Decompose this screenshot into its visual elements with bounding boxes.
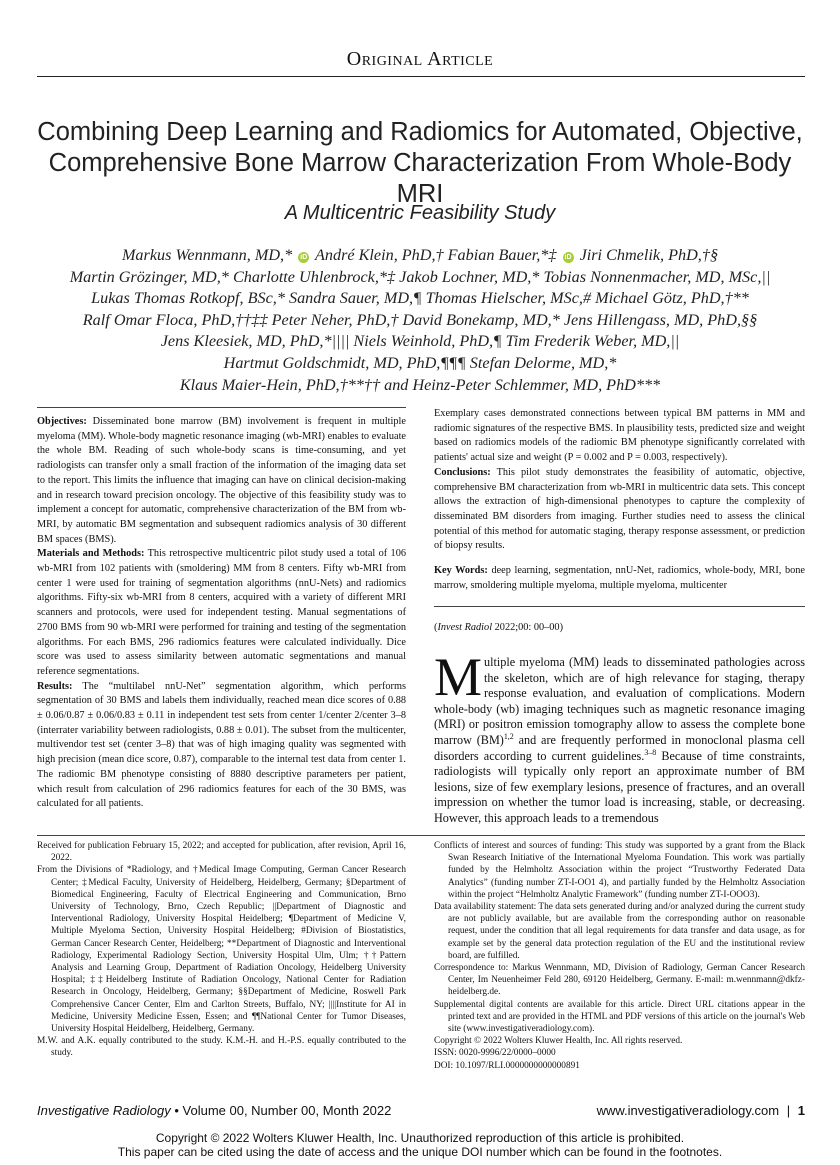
author: André Klein, PhD,†: [315, 246, 444, 264]
article-title: Combining Deep Learning and Radiomics for Automated, Objective, Comprehensive Bone Marrow Characterization From Whole-Body MRI: [37, 118, 803, 208]
section-label: Original Article: [346, 48, 494, 70]
author: Jens Kleesiek, MD, PhD,*||||: [160, 332, 350, 351]
reference[interactable]: 3–8: [644, 747, 657, 757]
issue-info: Volume 00, Number 00, Month 2022: [182, 1103, 392, 1118]
footnotes-left: [37, 840, 406, 1060]
abstract-end-divider: [434, 606, 805, 607]
copyright-note: Copyright © 2022 Wolters Kluwer Health, Inc. All rights reserved.: [434, 1036, 683, 1047]
orcid-icon[interactable]: iD: [564, 254, 572, 261]
article-subtitle: A Multicentric Feasibility Study: [284, 202, 556, 224]
author-list: [20, 245, 820, 396]
correspondence-note[interactable]: Correspondence to: Markus Wennmann, MD, Division of Radiology, German Cancer Research Center, Im Neuenheimer Feld 280, 69120 Heidelberg, Germany. E-mail: m.wennmann@dkfz-heidelberg.de.: [434, 963, 805, 998]
author: Tim Frederik Weber, MD,||: [505, 332, 680, 351]
author: Fabian Bauer,*‡: [447, 246, 557, 264]
footnote-divider: [37, 835, 805, 836]
abstract-right-column: [434, 407, 805, 636]
drop-cap: M: [434, 647, 483, 707]
data-availability-note: Data availability statement: The data sets generated during and/or analyzed during the current study are not publicly available, but are available from the corresponding author on reasonable request, under the condition that all legal requirements for data transfer and data usage, as for example set by the general data protection regulation of the EU and the institutional review board, are fulfilled.: [434, 902, 805, 961]
abstract-divider: [37, 407, 406, 408]
author: Sandra Sauer, MD,¶: [288, 289, 422, 308]
author: Jens Hillengass, MD, PhD,§§: [563, 310, 758, 329]
author: Niels Weinhold, PhD,¶: [353, 332, 502, 351]
orcid-icon[interactable]: iD: [300, 254, 308, 261]
author: Jakob Lochner, MD,*: [399, 267, 540, 286]
author: Ralf Omar Floca, PhD,††‡‡: [82, 310, 268, 329]
supplemental-note: Supplemental digital contents are available for this article. Direct URL citations appear in the printed text and are provided in the HTML and PDF versions of this article on the journal's Web site (www.investigativeradiology.com).: [434, 999, 805, 1035]
conflicts-note: Conflicts of interest and sources of funding: This study was supported by a grant from the Black Swan Research Initiative of the International Myeloma Foundation. This work was partially funded by the Helmholtz Association within the project “Trustworthy Federated Data Analytics” (funding number ZT-I-OO1 4), and partially funded by the Helmholtz Association within the project “Helmholtz Analytic Framework” (funding number ZT-I-OOO3).: [434, 841, 805, 900]
author: Tobias Nonnenmacher, MD, MSc,||: [543, 267, 771, 286]
abstract-left-column: [37, 415, 406, 812]
affiliations-note: From the Divisions of *Radiology, and †Medical Image Computing, German Cancer Research Center; ‡Medical Faculty, University of Heidelberg, Heidelberg, Germany; §Department of Biomedical Engineering, Faculty of Electrical Engineering and Communication, Brno University of Technology, Brno, Czech Republic; ||Department of Diagnostic and Interventional Radiology, University Hospital Heidelberg; ¶Department of Medicine V, Multiple Myeloma Section, University Hospital Heidelberg; #Division of Biostatistics, German Cancer Research Center, Heidelberg; **Department of Diagnostic and Interventional Radiology, Experimental Radiology Section, University Hospital Ulm, Ulm; ††Pattern Analysis and Learning Group, Department of Radiation Oncology, Heidelberg University Hospital; ‡‡Heidelberg Institute of Radiation Oncology, National Center for Radiation Research in Oncology, Heidelberg, Germany; §§Department of Medicine, Roswell Park Comprehensive Cancer Center, Elm and Carlton Streets, Buffalo, NY; ||||Institute for AI in Medicine, University Medicine Essen, Essen; and ¶¶National Center for Tumor Diseases, University Hospital Heidelberg, Heidelberg, Germany.: [37, 865, 406, 1035]
copyright-notice: [0, 1131, 840, 1159]
author: Markus Wennmann, MD,*: [121, 246, 293, 264]
author: and Heinz-Peter Schlemmer, MD, PhD***: [384, 375, 661, 394]
author: Stefan Delorme, MD,*: [469, 353, 617, 372]
footnotes-right: [434, 840, 805, 1072]
author: Lukas Thomas Rotkopf, BSc,*: [91, 289, 285, 308]
journal-website[interactable]: www.investigativeradiology.com: [596, 1103, 780, 1118]
journal-name: Investigative Radiology: [37, 1103, 171, 1118]
running-footer-left: [37, 1103, 391, 1118]
contribution-note: M.W. and A.K. equally contributed to the study. K.M.-H. and H.-P.S. equally contributed to the study.: [37, 1036, 406, 1059]
introduction-text: Multiple myeloma (MM) leads to disseminated pathologies across the skeleton, which are of high relevance for staging, therapy response evaluation, and evaluation of complications. Modern whole-body (wb) imaging techniques such as magnetic resonance imaging (MRI) or positron emission tomography allow to assess the complete bone marrow (BM)$^{1,2}$ and are frequently performed in monoclonal plasma cell disorders according to current guidelines.$^{3-8}$ Because of time constraints, radiologists will typically only report an approximate number of BM lesions, size of few exemplary lesions, presence of fractures, and an overall impression on whether the tumor load is increasing, stable, or decreasing. However, this approach leads to a tremendous: [434, 647, 805, 825]
author: Thomas Hielscher, MSc,#: [425, 289, 592, 308]
citation: (Invest Radiol 2022;00: 00–00): [434, 622, 563, 634]
section-divider: [37, 76, 805, 77]
copyright-line: Copyright © 2022 Wolters Kluwer Health, Inc. Unauthorized reproduction of this article is prohibited.: [155, 1131, 685, 1145]
author: Michael Götz, PhD,†**: [595, 289, 749, 308]
author: Charlotte Uhlenbrock,*‡: [232, 267, 396, 286]
author: Hartmut Goldschmidt, MD, PhD,¶¶¶: [223, 353, 466, 372]
doi-note[interactable]: DOI: 10.1097/RLI.0000000000000891: [434, 1060, 580, 1071]
author: Peter Neher, PhD,†: [271, 310, 399, 329]
abstract-results-continued: Exemplary cases demonstrated connections between typical BM patterns in MM and radiomic signatures of the respective BMS. In plausibility tests, predicted size and weight based on radiomics models of the radiomic BM phenotype significantly correlated with patients' actual size and weight (P = 0.002 and P = 0.003, respectively).: [434, 408, 805, 464]
author: David Bonekamp, MD,*: [402, 310, 560, 329]
running-footer-right: [597, 1103, 805, 1118]
footer-separator: |: [786, 1103, 791, 1118]
received-note: Received for publication February 15, 2022; and accepted for publication, after revision, April 16, 2022.: [37, 841, 406, 864]
author: Klaus Maier-Hein, PhD,†**††: [179, 375, 381, 394]
page-number: 1: [797, 1103, 805, 1118]
citation-notice-line: This paper can be cited using the date of access and the unique DOI number which can be found in the footnotes.: [117, 1145, 723, 1159]
author: Jiri Chmelik, PhD,†§: [579, 246, 719, 264]
abstract-objectives: Objectives: Disseminated bone marrow (BM) involvement is frequent in multiple myeloma (MM). Whole-body magnetic resonance imaging (wb-MRI) enables to evaluate the whole BM. Reading of such whole-body scans is time-consuming, and yet radiologists can transfer only a small fraction of the information of the imaging data set to the report. This limits the influence that imaging can have on clinical decision-making and in research toward precision oncology. The objective of this feasibility study was to implement a concept for automatic, comprehensive characterization of the BM from wb-MRI, by automatic BM segmentation and subsequent radiomics analysis of 30 different BM spaces (BMS).: [37, 416, 406, 545]
issn-note: ISSN: 0020-9996/22/0000–0000: [434, 1048, 556, 1059]
abstract-conclusions: Conclusions: This pilot study demonstrates the feasibility of automatic, objective, comprehensive BM characterization from wb-MRI in multicentric data sets. This concept allows the extraction of high-dimensional phenotypes to capture the complexity of disseminated BM disorders from imaging. Further studies need to assess the clinical potential of this method for automatic staging, therapy response assessment, or prediction of biopsy results.: [434, 466, 806, 552]
abstract-results: Results: The “multilabel nnU-Net” segmentation algorithm, which performs segmentation of 30 BMS and labels them individually, reached mean dice scores of 0.88 ± 0.06/0.87 ± 0.06/0.83 ± 0.11 in independent test sets from center 1/center 2/center 3–8 (interrater variability between radiologists, 0.88 ± 0.01). The subset from the multicenter, multivendor test set (center 3–8) that was of high imaging quality was segmented with high precision (mean dice score, 0.87), comparable to the internal test data from center 1. The radiomic BM phenotype consisting of 8880 descriptive parameters per patient, which result from calculation of 296 radiomics features for each of the 30 BMS, was calculated for all patients.: [37, 680, 406, 810]
reference[interactable]: 1,2: [503, 731, 514, 741]
author: Martin Grözinger, MD,*: [69, 267, 229, 286]
abstract-methods: Materials and Methods: This retrospective multicentric pilot study used a total of 106 wb-MRI from 102 patients with (smoldering) MM from 8 centers. Fifty wb-MRI from center 1 were used for training of segmentation algorithms (nnU-Nets) and radiomics algorithms. Fifty-six wb-MRI from 8 centers, acquired with a variety of different MRI scanners and protocols, were used for independent testing. Manual segmentations of 2700 BMS from 90 wb-MRI were performed for training and testing of the segmentation algorithms. For each BMS, 296 radiomics features were calculated individually. Dice score was used to assess similarity between automatic segmentations and manual reference segmentations.: [37, 548, 407, 677]
bullet-separator: •: [174, 1103, 179, 1118]
keywords: Key Words: deep learning, segmentation, nnU-Net, radiomics, whole-body, MRI, bone marrow, smoldering multiple myeloma, multiple myeloma, multicenter: [434, 565, 805, 591]
